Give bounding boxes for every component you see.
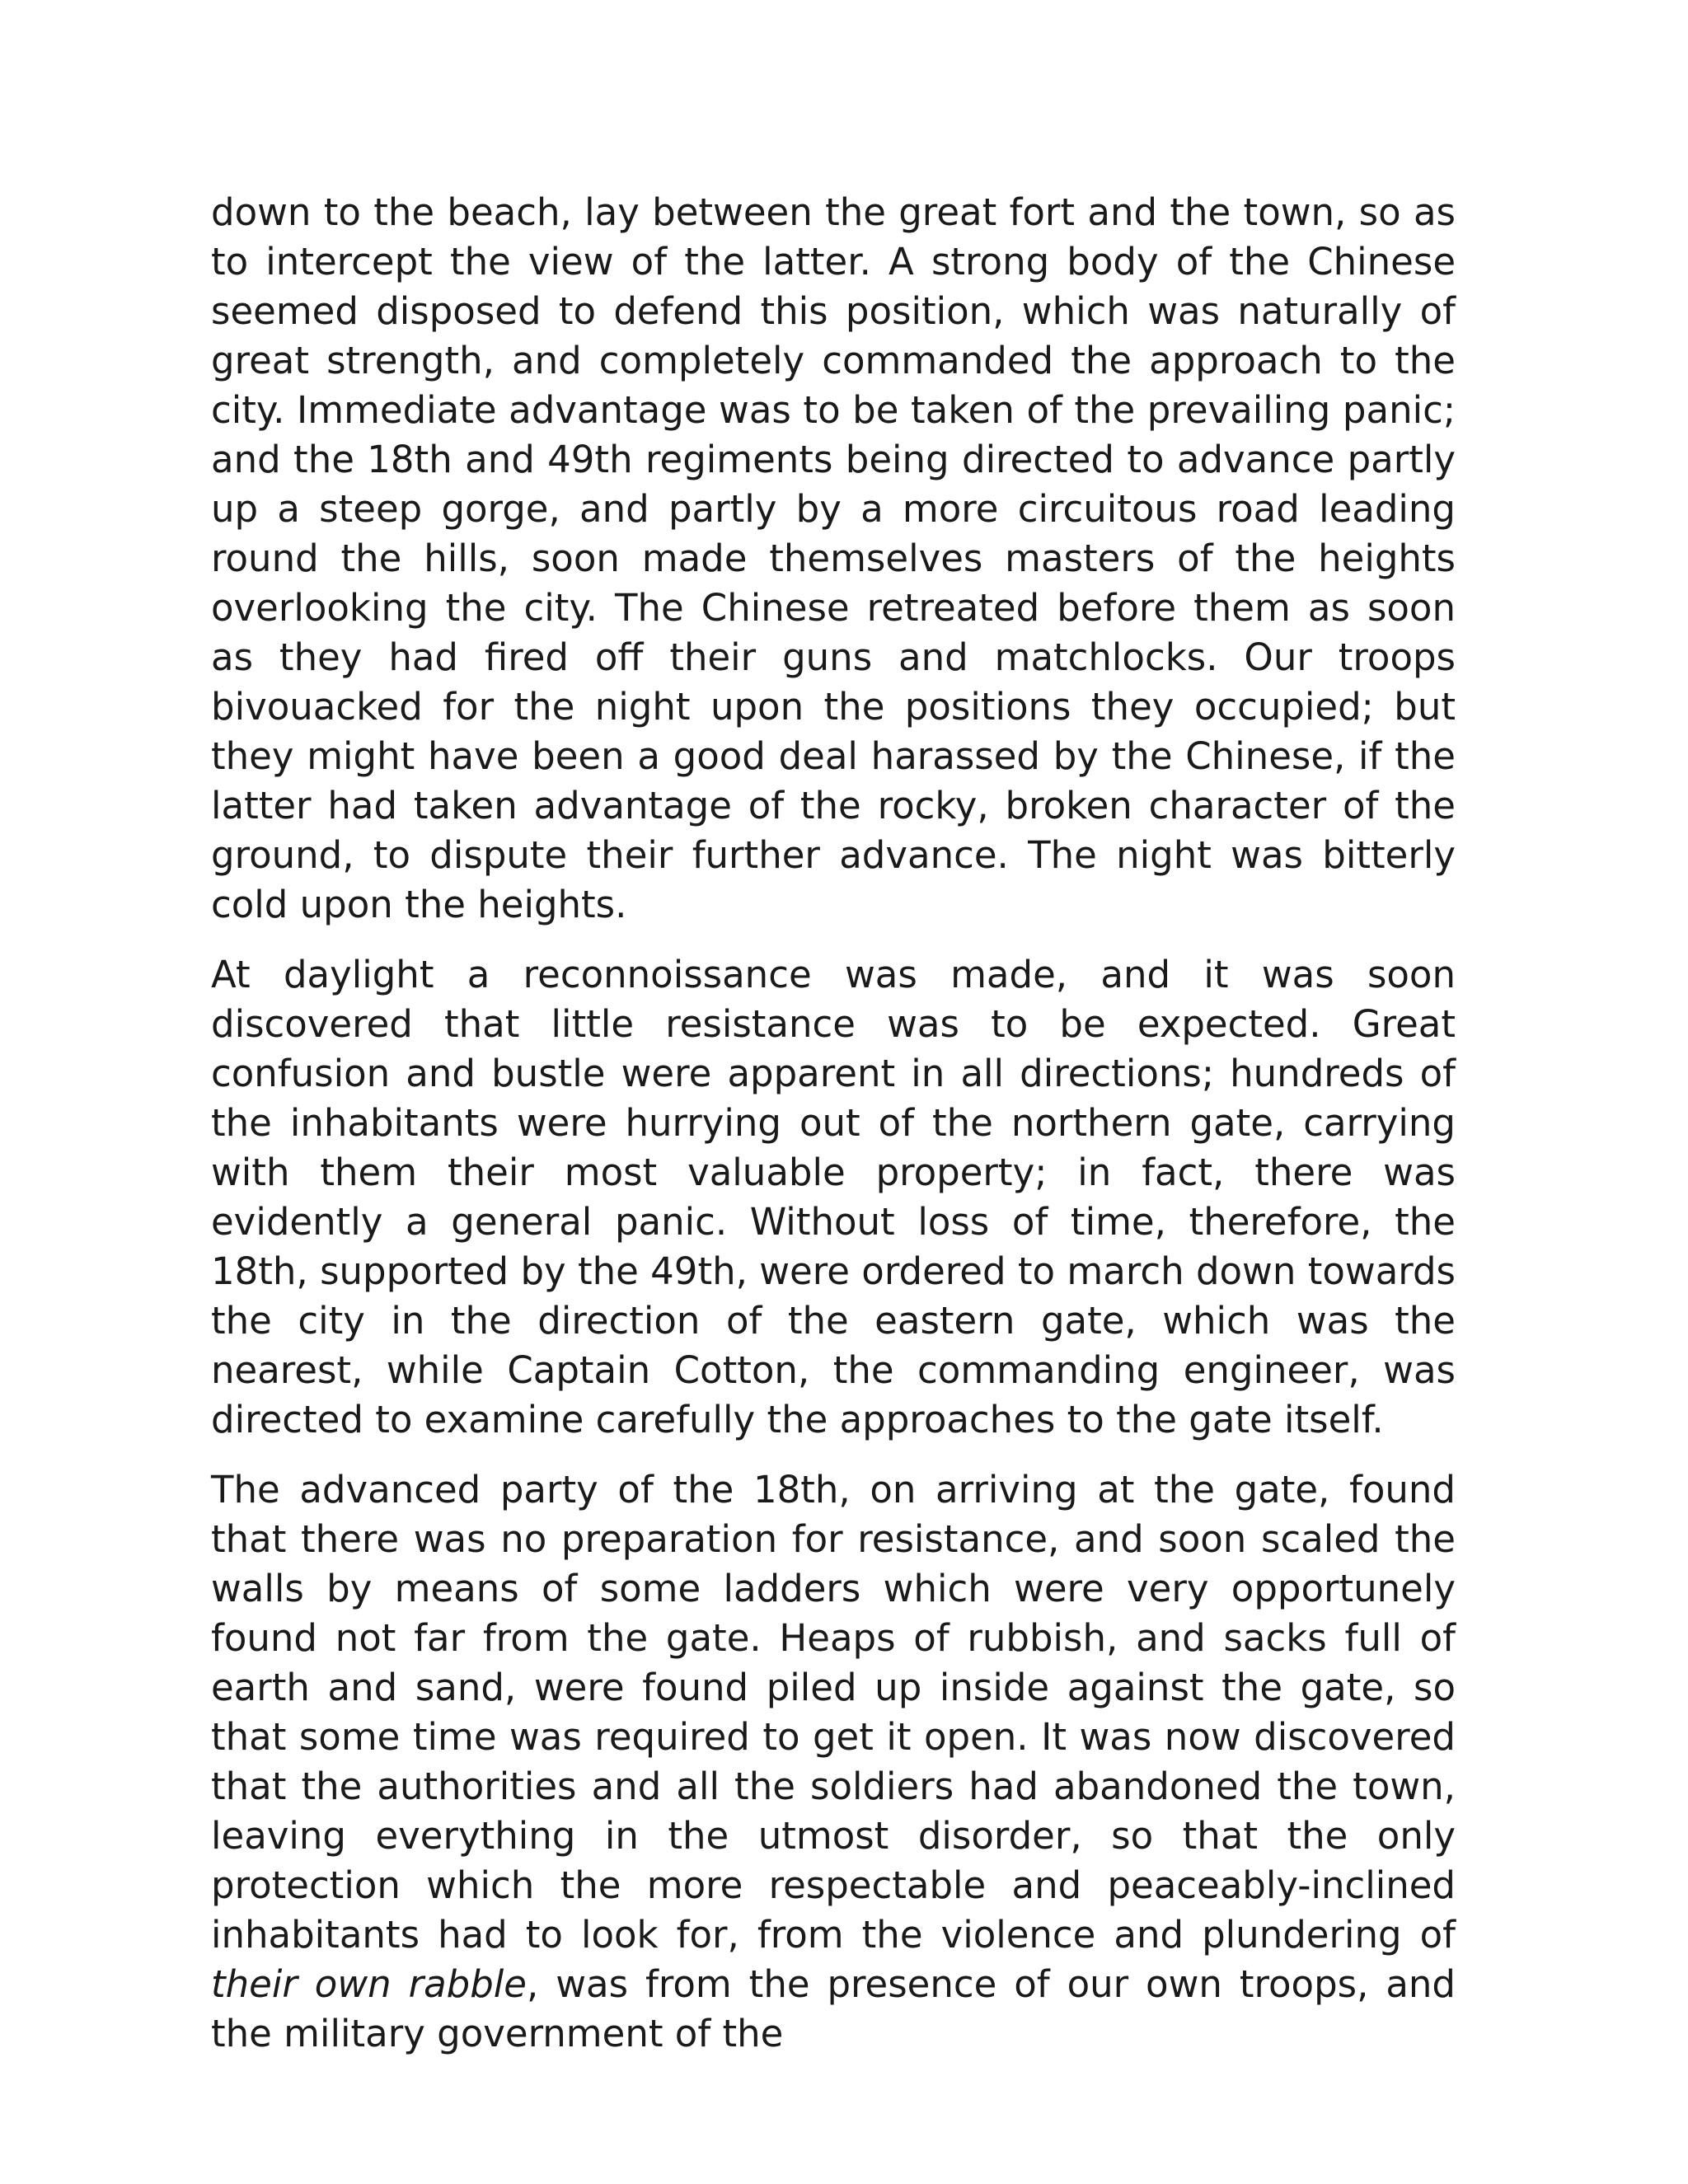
paragraph-3-text-after: , was from the presence of our own troops, and the military government of the [211,1962,1456,2055]
italic-phrase: their own rabble [211,1962,527,2006]
paragraph-1: down to the beach, lay between the great fort and the town, so as to intercept the view of the latter. A strong body of the Chinese seemed disposed to defend this position, which was naturally of great strength, and completely commanded the approach to the city. Immediate advantage was to be taken of the prevailing panic; and the 18th and 49th regiments being directed to advance partly up a steep gorge, and partly by a more circuitous road leading round the hills, soon made themselves masters of the heights overlooking the city. The Chinese retreated before them as soon as they had fired off their guns and matchlocks. Our troops bivouacked for the night upon the positions they occupied; but they might have been a good deal harassed by the Chinese, if the latter had taken advantage of the rocky, broken character of the ground, to dispute their further advance. The night was bitterly cold upon the heights. [211,190,1456,926]
paragraph-3 [211,1465,1456,2059]
paragraph-2: At daylight a reconnoissance was made, and it was soon discovered that little resistance was to be expected. Great confusion and bustle were apparent in all directions; hundreds of the inhabitants were hurrying out of the northern gate, carrying with them their most valuable property; in fact, there was evidently a general panic. Without loss of time, therefore, the 18th, supported by the 49th, were ordered to march down towards the city in the direction of the eastern gate, which was the nearest, while Captain Cotton, the commanding engineer, was directed to examine carefully the approaches to the gate itself. [211,953,1456,1441]
paragraph-3-text-before: The advanced party of the 18th, on arriving at the gate, found that there was no preparation for resistance, and soon scaled the walls by means of some ladders which were very opportunely found not far from the gate. Heaps of rubbish, and sacks full of earth and sand, were found piled up inside against the gate, so that some time was required to get it open. It was now discovered that the authorities and all the soldiers had abandoned the town, leaving everything in the utmost disorder, so that the only protection which the more respectable and peaceably-inclined inhabitants had to look for, from the violence and plundering of [211,1468,1456,1957]
page-text [211,188,1456,2059]
